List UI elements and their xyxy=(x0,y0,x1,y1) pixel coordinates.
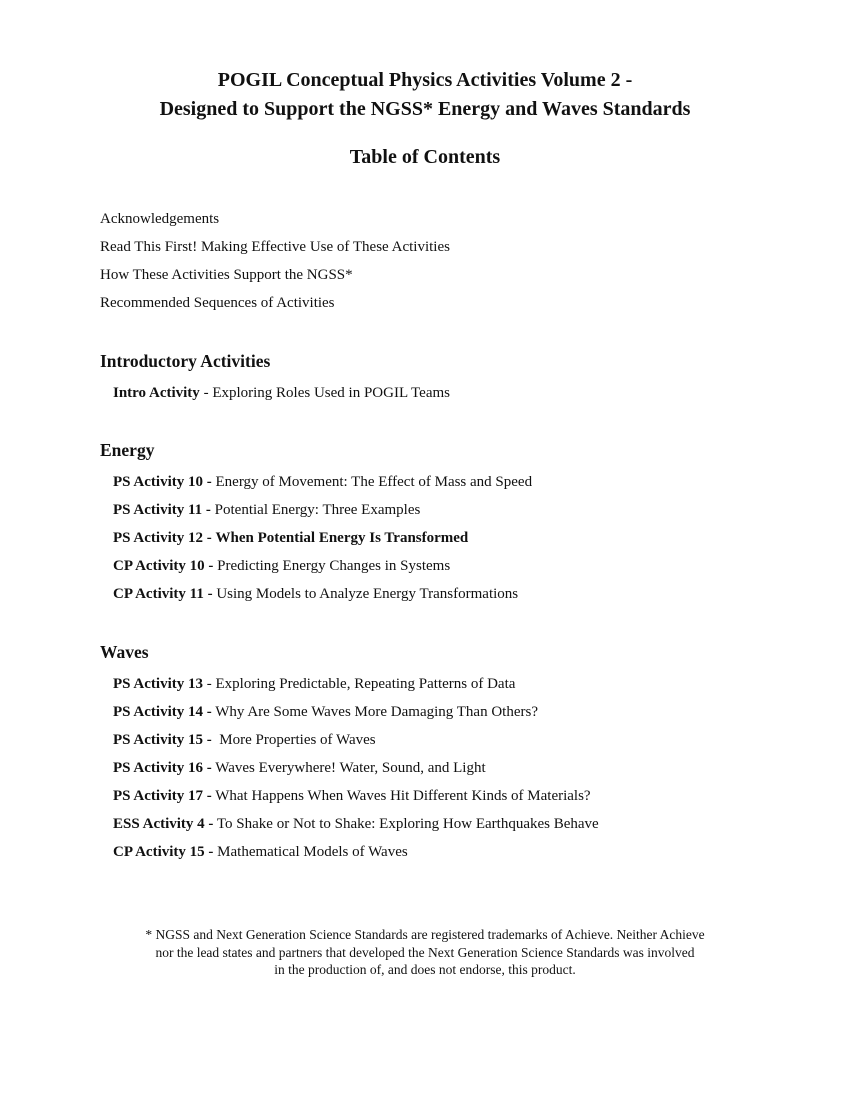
activity-title: Potential Energy: Three Examples xyxy=(214,502,421,518)
activity-title: When Potential Energy Is Transformed xyxy=(215,530,469,546)
activity-code: CP Activity 15 - xyxy=(113,844,214,860)
footnote-line-3: in the production of, and does not endorse, this product. xyxy=(274,962,576,977)
toc-entry[interactable] xyxy=(113,783,599,811)
activity-title: Waves Everywhere! Water, Sound, and Light xyxy=(215,760,486,776)
activity-title: Using Models to Analyze Energy Transformations xyxy=(216,586,519,602)
section-heading: Introductory Activities xyxy=(100,351,271,371)
activity-title: What Happens When Waves Hit Different Kinds of Materials? xyxy=(215,788,591,804)
front-matter-acknowledgements[interactable]: Acknowledgements xyxy=(100,211,220,227)
activity-code: PS Activity 16 - xyxy=(113,760,212,776)
activity-title: Why Are Some Waves More Damaging Than Others? xyxy=(215,704,538,720)
toc-entry[interactable] xyxy=(113,755,599,783)
activity-code: ESS Activity 4 - xyxy=(113,816,214,832)
activity-title: Exploring Roles Used in POGIL Teams xyxy=(212,385,450,401)
activity-code: CP Activity 10 - xyxy=(113,558,214,574)
toc-entry[interactable] xyxy=(113,671,599,699)
section-heading: Energy xyxy=(100,440,155,460)
toc-entry[interactable] xyxy=(113,553,532,581)
separator: - xyxy=(203,676,216,692)
footnote-line-2: nor the lead states and partners that developed the Next Generation Science Standards was involved xyxy=(155,944,695,960)
toc-entry[interactable] xyxy=(113,525,532,553)
activity-title: Mathematical Models of Waves xyxy=(217,844,408,860)
front-matter-recommended-sequences[interactable]: Recommended Sequences of Activities xyxy=(100,295,335,311)
section-introductory-activities xyxy=(100,349,450,408)
activity-title: To Shake or Not to Shake: Exploring How Earthquakes Behave xyxy=(216,816,599,832)
toc-entry[interactable] xyxy=(113,497,532,525)
activity-code: PS Activity 14 - xyxy=(113,704,212,720)
activity-code: PS Activity 11 - xyxy=(113,502,211,518)
toc-entry[interactable] xyxy=(113,581,532,609)
activity-code: PS Activity 10 - xyxy=(113,474,212,490)
activity-code: PS Activity 12 - xyxy=(113,530,212,546)
toc-entry[interactable] xyxy=(113,380,450,408)
toc-entry[interactable] xyxy=(113,811,599,839)
toc-entry[interactable] xyxy=(113,839,599,867)
trademark-footnote xyxy=(0,926,850,979)
activity-title: Exploring Predictable, Repeating Patterns of Data xyxy=(215,676,516,692)
activity-title: More Properties of Waves xyxy=(219,732,376,748)
toc-entry[interactable] xyxy=(113,727,599,755)
title-line-1: POGIL Conceptual Physics Activities Volume 2 - xyxy=(217,69,633,91)
front-matter-read-this-first[interactable]: Read This First! Making Effective Use of These Activities xyxy=(100,239,450,255)
toc-entry[interactable] xyxy=(113,469,532,497)
section-energy xyxy=(100,438,532,609)
footnote-line-1: * NGSS and Next Generation Science Standards are registered trademarks of Achieve. Neither Achieve xyxy=(145,927,705,942)
activity-code: PS Activity 17 - xyxy=(113,788,212,804)
section-waves xyxy=(100,640,599,867)
activity-code: CP Activity 11 - xyxy=(113,586,213,602)
separator: - xyxy=(199,385,213,401)
activity-title: Energy of Movement: The Effect of Mass and Speed xyxy=(215,474,533,490)
front-matter-list xyxy=(100,206,450,318)
title-line-2: Designed to Support the NGSS* Energy and Waves Standards xyxy=(159,98,691,120)
activity-code: Intro Activity xyxy=(113,385,200,401)
activity-code: PS Activity 13 xyxy=(113,676,203,692)
activity-code: PS Activity 15 - xyxy=(113,732,212,748)
front-matter-ngss-support[interactable]: How These Activities Support the NGSS* xyxy=(100,267,353,283)
activity-title: Predicting Energy Changes in Systems xyxy=(217,558,451,574)
document-title xyxy=(0,66,850,124)
section-heading: Waves xyxy=(100,642,149,662)
toc-heading: Table of Contents xyxy=(349,146,501,168)
toc-entry[interactable] xyxy=(113,699,599,727)
